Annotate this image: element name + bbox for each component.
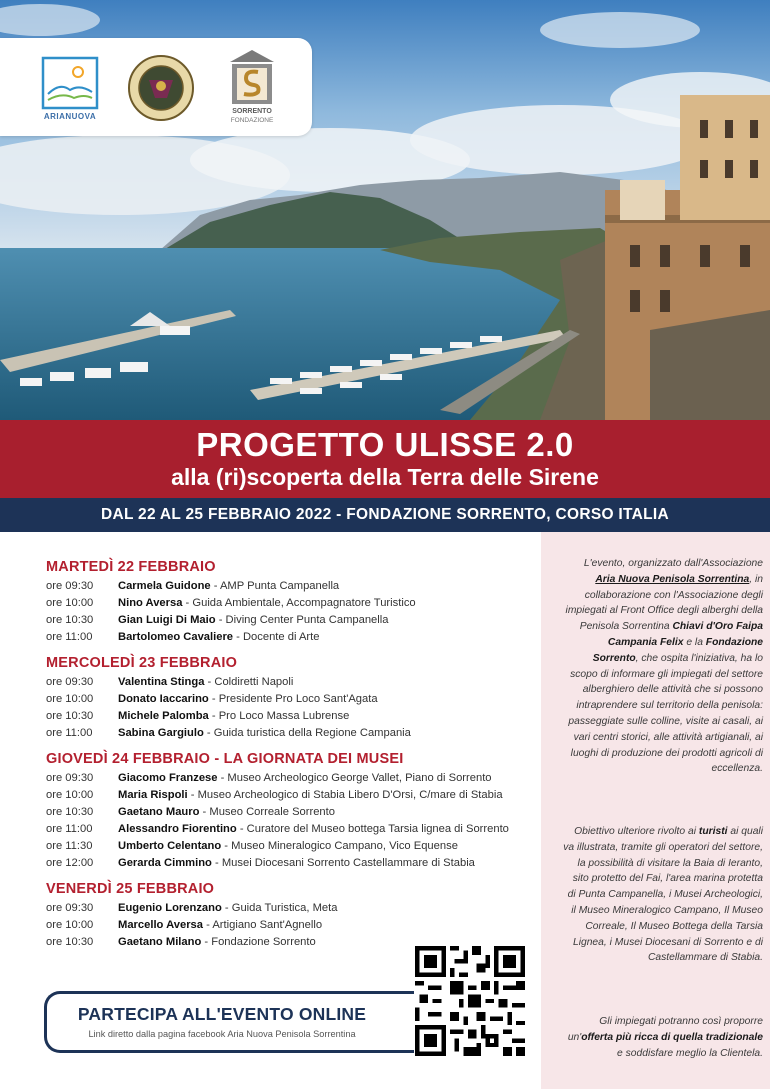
time: ore 09:30 (46, 772, 94, 784)
aria-nuova-emblem-icon (40, 56, 100, 110)
text: L'evento, organizzato dall'Associazione (583, 558, 763, 569)
speaker-role: - Presidente Pro Loco Sant'Agata (208, 693, 378, 705)
day-block-wednesday (46, 652, 536, 742)
speaker-name: Gerarda Cimmino (118, 857, 212, 869)
text: , in collaborazione con l'Associazione degli impiegati al Front Office degli alberghi della Penisola Sorrentina (565, 573, 763, 633)
speaker-name: Valentina Stinga (118, 676, 205, 688)
schedule-row (46, 855, 536, 872)
org-fondazione-sorrento: Fondazione Sorrento (592, 636, 763, 664)
schedule-row (46, 612, 536, 629)
schedule-row (46, 708, 536, 725)
text: Gli impiegati potranno così proporre un' (567, 1016, 763, 1043)
schedule-row (46, 578, 536, 595)
description-paragraph-3 (563, 1014, 763, 1061)
day-title: VENERDÌ 25 FEBBRAIO (46, 881, 215, 897)
speaker-role: - Museo Correale Sorrento (199, 806, 335, 818)
speaker-role: - Fondazione Sorrento (201, 936, 316, 948)
speaker-role: - Artigiano Sant'Agnello (203, 919, 323, 931)
time: ore 10:30 (46, 806, 94, 818)
schedule-row (46, 900, 536, 917)
speaker-name: Michele Palomba (118, 710, 209, 722)
event-description-panel (541, 532, 770, 1089)
chiavi-doro-seal (127, 54, 195, 122)
day-block-friday (46, 878, 536, 951)
day-block-tuesday (46, 556, 536, 646)
time: ore 10:30 (46, 936, 94, 948)
speaker-role: - Coldiretti Napoli (204, 676, 294, 688)
org-aria-nuova: Aria Nuova Penisola Sorrentina (595, 573, 750, 585)
aria-nuova-caption: ARIANUOVA (43, 112, 97, 121)
time: ore 12:00 (46, 857, 94, 869)
schedule-row (46, 917, 536, 934)
org-chiavi-doro: Chiavi d'Oro Faipa Campania Felix (607, 621, 763, 648)
logos-card (0, 38, 312, 136)
online-event-link-note: Link diretto dalla pagina facebook Aria Nuova Penisola Sorrentina (88, 1029, 356, 1039)
time: ore 11:30 (46, 840, 93, 852)
speaker-name: Donato Iaccarino (118, 693, 209, 705)
time: ore 09:30 (46, 676, 94, 688)
speaker-name: Giacomo Franzese (118, 772, 218, 784)
fondazione-sorrento-emblem-icon (224, 48, 280, 106)
hero-photo (0, 0, 770, 420)
speaker-name: Marcello Aversa (118, 919, 203, 931)
speaker-role: - Guida Turistica, Meta (221, 902, 338, 914)
day-block-thursday (46, 748, 536, 872)
speaker-role: - Curatore del Museo bottega Tarsia lignea di Sorrento (236, 823, 509, 835)
speaker-role: - Museo Archeologico George Vallet, Piano di Sorrento (217, 772, 492, 784)
chiavi-doro-seal-icon (127, 54, 195, 122)
schedule-row (46, 770, 536, 787)
speaker-name: Maria Rispoli (118, 789, 188, 801)
speaker-name: Carmela Guidone (118, 580, 211, 592)
schedule-row (46, 691, 536, 708)
speaker-role: - Diving Center Punta Campanella (215, 614, 389, 626)
schedule-row (46, 821, 536, 838)
date-location-banner: DAL 22 AL 25 FEBBRAIO 2022 - FONDAZIONE SORRENTO, CORSO ITALIA (0, 498, 770, 532)
highlight-turisti: turisti (698, 826, 728, 837)
time: ore 10:30 (46, 710, 94, 722)
speaker-role: - Guida turistica della Regione Campania (203, 727, 411, 739)
text: e la (683, 636, 706, 648)
time: ore 09:30 (46, 580, 94, 592)
online-event-box[interactable] (44, 991, 414, 1053)
schedule-row (46, 629, 536, 646)
text: e soddisfare meglio la Clientela. (617, 1047, 763, 1059)
text: Obiettivo ulteriore rivolto ai (574, 826, 699, 837)
speaker-role: - Museo Archeologico di Stabia Libero D'Orsi, C/mare di Stabia (187, 789, 503, 801)
time: ore 10:00 (46, 789, 94, 801)
page-title: PROGETTO ULISSE 2.0 (196, 426, 574, 463)
speaker-name: Alessandro Fiorentino (118, 823, 237, 835)
speaker-name: Eugenio Lorenzano (118, 902, 222, 914)
speaker-name: Gaetano Milano (118, 936, 202, 948)
day-title: MARTEDÌ 22 FEBBRAIO (46, 559, 216, 575)
description-paragraph-1 (563, 556, 763, 777)
fondazione-sorrento-logo (224, 48, 280, 128)
text: , che ospita l'iniziativa, ha lo scopo di informare gli impiegati del settore alberghiero delle attività che si possono intraprendere sul territorio della penisola: passeggiate sulle colline, visite ai casali, ai vari centri storici, alle attività artigianali, ai luoghi di produzione dei prodotti agricoli di eccellenza. (568, 652, 763, 775)
schedule-row (46, 595, 536, 612)
speaker-name: Bartolomeo Cavaliere (118, 631, 234, 643)
text: ai quali va illustrata, tramite gli operatori del settore, la possibilità di visitare la Baia di Ieranto, sito protetto del Fai, l'area marina protetta di Punta Campanella, i Musei Archeologici, il Museo Mineralogico Campano, Il Museo Correale, Il Museo Bottega della Tarsia Lignea, i Musei Diocesani di Sorrento e di Castellammare di Stabia. (563, 826, 763, 964)
speaker-role: - Guida Ambientale, Accompagnatore Turistico (182, 597, 416, 609)
schedule-row (46, 787, 536, 804)
speaker-name: Nino Aversa (118, 597, 183, 609)
time: ore 11:00 (46, 631, 93, 643)
time: ore 10:30 (46, 614, 94, 626)
time: ore 11:00 (46, 727, 93, 739)
speaker-role: - Musei Diocesani Sorrento Castellammare di Stabia (211, 857, 475, 869)
schedule-row (46, 804, 536, 821)
qr-code-icon (415, 946, 525, 1056)
schedule-row (46, 725, 536, 742)
speaker-name: Gian Luigi Di Maio (118, 614, 216, 626)
sorrento-caption: SORRENTO (232, 108, 272, 115)
description-paragraph-2 (563, 824, 763, 966)
day-title: GIOVEDÌ 24 FEBBRAIO - LA GIORNATA DEI MUSEI (46, 751, 404, 767)
time: ore 10:00 (46, 919, 94, 931)
time: ore 11:00 (46, 823, 93, 835)
speaker-role: - Museo Mineralogico Campano, Vico Equense (221, 840, 458, 852)
highlight-offerta: offerta più ricca di quella tradizionale (581, 1031, 763, 1043)
schedule-row (46, 838, 536, 855)
time: ore 10:00 (46, 597, 94, 609)
time: ore 09:30 (46, 902, 94, 914)
title-band (0, 420, 770, 498)
speaker-name: Sabina Gargiulo (118, 727, 204, 739)
day-title: MERCOLEDÌ 23 FEBBRAIO (46, 655, 238, 671)
online-event-title: PARTECIPA ALL'EVENTO ONLINE (77, 1004, 367, 1024)
speaker-role: - Docente di Arte (233, 631, 320, 643)
aria-nuova-logo (40, 56, 100, 124)
fondazione-caption: FONDAZIONE (230, 117, 274, 124)
time: ore 10:00 (46, 693, 94, 705)
speaker-name: Gaetano Mauro (118, 806, 200, 818)
speaker-name: Umberto Celentano (118, 840, 222, 852)
program-schedule (46, 556, 536, 957)
speaker-role: - Pro Loco Massa Lubrense (208, 710, 350, 722)
speaker-role: - AMP Punta Campanella (210, 580, 340, 592)
page-subtitle: alla (ri)scoperta della Terra delle Sirene (171, 464, 599, 490)
qr-code[interactable] (415, 946, 525, 1056)
schedule-row (46, 674, 536, 691)
